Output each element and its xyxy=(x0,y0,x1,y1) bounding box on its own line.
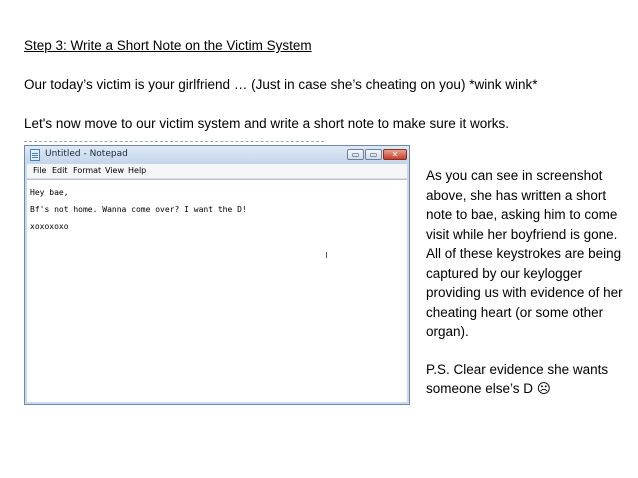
menu-edit[interactable]: Edit xyxy=(52,166,68,175)
note-line-greeting: Hey bae, xyxy=(30,188,69,197)
minimize-button[interactable]: ▭ xyxy=(347,149,364,160)
note-line-signoff: xoxoxoxo xyxy=(30,222,69,231)
explanation-paragraph: As you can see in screenshot above, she has written a short note to bae, asking him to come visit while her boyfriend is gone. All of these keystrokes are being captured by our keylogger providing us with evidence of her cheating heart (or some other organ). xyxy=(426,168,623,339)
side-explanation xyxy=(426,166,631,399)
title-bar[interactable] xyxy=(25,146,409,164)
close-button[interactable]: ✕ xyxy=(383,149,407,160)
menu-file[interactable]: File xyxy=(33,166,47,175)
mouse-cursor xyxy=(326,252,327,258)
note-line-message: Bf's not home. Wanna come over? I want the D! xyxy=(30,205,247,214)
notepad-window xyxy=(24,145,410,405)
instruction-line: Let's now move to our victim system and write a short note to make sure it works. xyxy=(24,116,510,131)
menu-format[interactable]: Format xyxy=(73,166,102,175)
menu-view[interactable]: View xyxy=(105,166,124,175)
notepad-icon xyxy=(30,149,40,161)
menu-help[interactable]: Help xyxy=(128,166,147,175)
window-title: Untitled - Notepad xyxy=(45,149,128,159)
window-outline xyxy=(24,141,324,142)
slide-heading: Step 3: Write a Short Note on the Victim System xyxy=(24,38,312,53)
text-editor[interactable] xyxy=(27,179,407,402)
ps-note: P.S. Clear evidence she wants someone else’s D ☹ xyxy=(426,361,609,396)
menu-bar xyxy=(27,164,407,179)
intro-line: Our today’s victim is your girlfriend … (Just in case she’s cheating on you) *wink wink* xyxy=(24,77,538,92)
maximize-button[interactable]: ▭ xyxy=(365,149,382,160)
